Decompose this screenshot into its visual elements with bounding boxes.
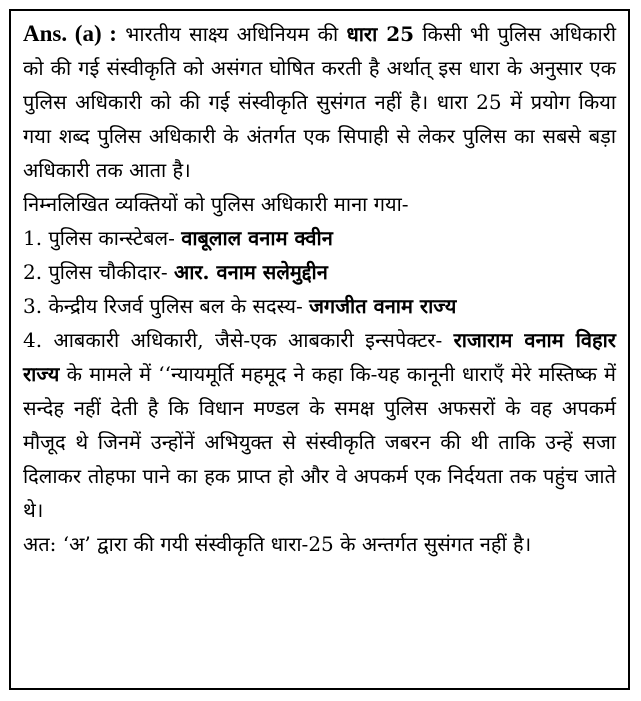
intro-paragraph	[23, 17, 616, 187]
answer-label: Ans. (a) :	[23, 21, 117, 46]
list-item-4	[23, 323, 616, 527]
list-item-4-text-2: के मामले में ‘‘न्यायमूर्ति महमूद ने कहा कि-यह कानूनी धाराएँ मेरे मस्तिष्क में सन्देह नहीं देती है कि विधान मण्डल के समक्ष पुलिस अफसरों के वह अपकर्म मौजूद थे जिनमें उन्होंनें अभियुक्त से संस्वीकृति जबरन की थी ताकि उन्हें सजा दिलाकर तोहफा पाने का हक प्राप्त हो और वे अपकर्म एक निर्दयता तक पहुंच जाते थे।	[23, 362, 616, 522]
conclusion: अत: ‘अ’ द्वारा की गयी संस्वीकृति धारा-25 के अन्तर्गत सुसंगत नहीं है।	[23, 532, 532, 556]
list-item-1-text: 1. पुलिस कान्स्टेबल-	[23, 226, 175, 250]
section-reference: धारा 25	[346, 22, 415, 46]
list-item-2-case: आर. वनाम सलेमुद्दीन	[173, 260, 328, 284]
answer-box	[9, 9, 630, 690]
list-item-1-case: वाबूलाल वनाम क्वीन	[181, 226, 333, 250]
list-item-3	[23, 289, 616, 323]
list-item-2-text: 2. पुलिस चौकीदार-	[23, 260, 168, 284]
list-item-1	[23, 221, 616, 255]
list-item-3-text: 3. केन्द्रीय रिजर्व पुलिस बल के सदस्य-	[23, 294, 303, 318]
intro-text-1: भारतीय साक्ष्य अधिनियम की	[125, 22, 339, 46]
list-item-4-text-1: 4. आबकारी अधिकारी, जैसे-एक आबकारी इन्सपेक्टर-	[23, 328, 443, 352]
list-item-4-case: राजाराम वनाम विहार राज्य	[23, 328, 616, 386]
list-item-3-case: जगजीत वनाम राज्य	[309, 294, 457, 318]
intro-text-2: किसी भी पुलिस अधिकारी को की गई संस्वीकृति को असंगत घोषित करती है अर्थात् इस धारा के अनुसार एक पुलिस अधिकारी को की गई संस्वीकृति सुसंगत नहीं है। धारा 25 में प्रयोग किया गया शब्द पुलिस अधिकारी के अंतर्गत एक सिपाही से लेकर पुलिस का सबसे बड़ा अधिकारी तक आता है।	[23, 22, 617, 182]
list-item-2	[23, 255, 616, 289]
list-heading: निम्नलिखित व्यक्तियों को पुलिस अधिकारी माना गया-	[23, 192, 409, 216]
